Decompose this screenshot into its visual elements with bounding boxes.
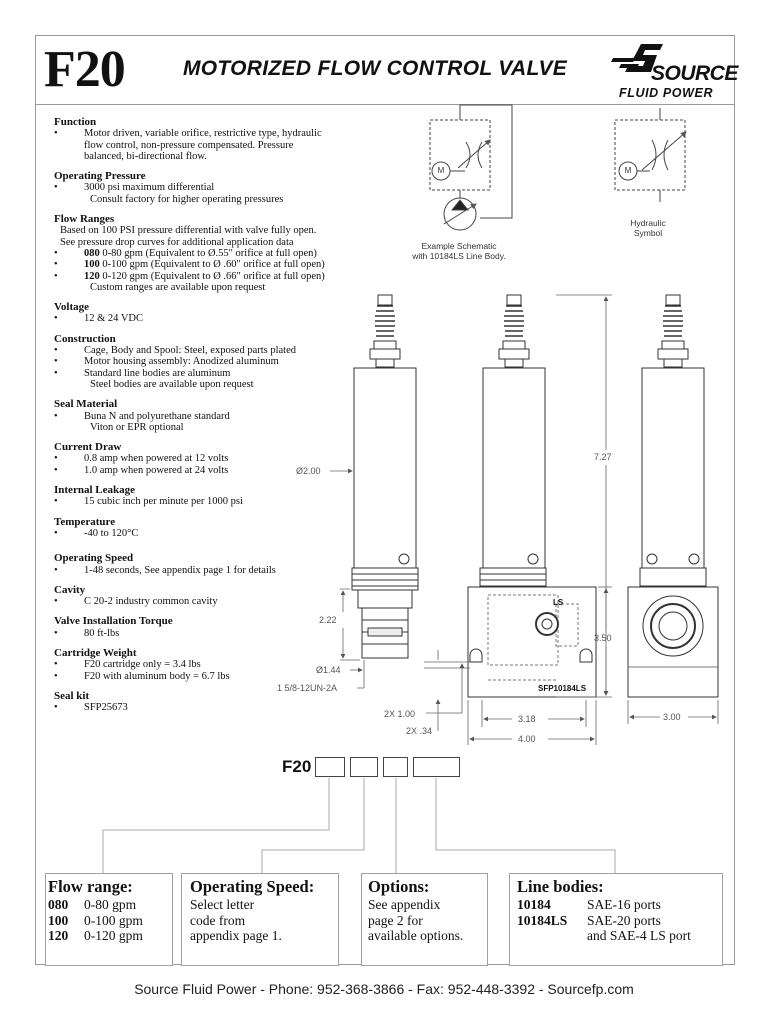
- line-bodies-box: [509, 873, 723, 966]
- spec-line: F20 cartridge only = 3.4 lbs: [84, 659, 201, 671]
- code-box-options: [383, 757, 408, 777]
- spec-heading: Operating Pressure: [54, 170, 146, 183]
- cartridge-side-view: [352, 295, 418, 658]
- table-row: [517, 928, 691, 944]
- motor-label: M: [437, 166, 445, 175]
- flow-range-table: [48, 897, 143, 944]
- spec-line: See pressure drop curves for additional application data: [60, 236, 294, 248]
- spec-current-draw: Current Draw • 0.8 amp when powered at 12 volts • 1.0 amp when powered at 24 volts: [54, 442, 354, 476]
- spec-heading: Temperature: [54, 515, 116, 528]
- spec-torque: Valve Installation Torque • 80 ft-lbs: [54, 616, 354, 639]
- spec-heading: Current Draw: [54, 441, 122, 454]
- table-row: [48, 913, 143, 929]
- body-part-label: SFP10184LS: [538, 684, 587, 693]
- spec-function: Function • Motor driven, variable orifice, restrictive type, hydraulic flow control, non-pressure compensated. Pressure balanced, bi-directional flow.: [54, 117, 354, 162]
- spec-line: 3000 psi maximum differential: [84, 182, 215, 194]
- box-text: Select letter: [190, 897, 255, 912]
- line-bodies-table: [517, 897, 691, 944]
- dimension-slot-spacing: 2X 1.00: [384, 709, 416, 719]
- box-heading: Options:: [368, 877, 430, 896]
- spec-line: flow control, non-pressure compensated. Pressure: [84, 139, 294, 151]
- line-body-desc: SAE-16 ports: [587, 897, 661, 912]
- spec-construction: Construction • Cage, Body and Spool: Steel, exposed parts plated • Motor housing assembly: Anodized aluminum • Standard line bodies are aluminum Steel bodies are available upon request: [54, 334, 354, 390]
- dimension-slot-width: 2X .34: [406, 726, 433, 736]
- line-body-desc: and SAE-4 LS port: [587, 928, 691, 943]
- spec-heading: Construction: [54, 332, 116, 345]
- dimension-overall-height: 7.27: [594, 452, 612, 462]
- spec-line: Viton or EPR optional: [90, 421, 184, 433]
- table-row: [48, 928, 143, 944]
- flow-code: 100: [48, 912, 69, 928]
- spec-line: Motor driven, variable orifice, restrictive type, hydraulic: [84, 128, 322, 140]
- spec-heading: Cavity: [54, 583, 86, 596]
- spec-heading: Function: [54, 116, 97, 128]
- caption-line: Example Schematic: [421, 241, 497, 251]
- spec-line: Consult factory for higher operating pressures: [90, 193, 284, 205]
- spec-line: 12 & 24 VDC: [84, 313, 144, 325]
- dimension-body-height: 3.50: [594, 633, 612, 643]
- box-text: page 2 for: [368, 912, 423, 928]
- spec-operating-pressure: Operating Pressure • 3000 psi maximum differential Consult factory for higher operating pressures: [54, 171, 354, 205]
- table-row: [517, 897, 691, 913]
- flow-desc: 0-80 gpm (Equivalent to Ø.55" orifice at full open): [102, 247, 317, 259]
- caption-line: Hydraulic: [630, 218, 666, 228]
- ordering-connectors: [103, 778, 615, 873]
- spec-line: balanced, bi-directional flow.: [84, 150, 207, 162]
- dimension-diameter-144: Ø1.44: [316, 665, 341, 675]
- model-number: F20: [44, 41, 125, 98]
- flow-range-value: 0-120 gpm: [84, 928, 143, 943]
- box-text: See appendix: [368, 897, 441, 912]
- flow-desc: 0-100 gpm (Equivalent to Ø .60" orifice at full open): [102, 259, 325, 271]
- spec-flow-ranges: Flow Ranges Based on 100 PSI pressure differential with valve fully open. See pressure drop curves for additional application data • 080 0-80 gpm (Equivalent to Ø.55" orifice at full open) • 100 0-100 gpm (Equivalent to Ø .60" orifice at full open) • 120 0-120 gpm (Equivalent to Ø .66" orifice at full open) Custom ranges are available upon request: [54, 214, 354, 293]
- line-body-desc: SAE-20 ports: [587, 912, 661, 928]
- spec-heading: Flow Ranges: [54, 213, 115, 226]
- flow-code: 120: [48, 928, 69, 943]
- logo-subtext: FLUID POWER: [619, 86, 714, 100]
- spec-heading: Valve Installation Torque: [54, 615, 173, 628]
- line-body-code: [517, 928, 587, 944]
- spec-seal-material: Seal Material • Buna N and polyurethane standard Viton or EPR optional: [54, 399, 354, 433]
- spec-line: Motor housing assembly: Anodized aluminum: [84, 356, 279, 368]
- dimension-cartridge-length: 2.22: [319, 615, 337, 625]
- spec-line: 1-48 seconds, See appendix page 1 for details: [84, 564, 276, 576]
- flow-code: 100: [84, 259, 100, 271]
- spec-voltage: Voltage • 12 & 24 VDC: [54, 302, 354, 325]
- dimension-thread: 1 5/8-12UN-2A: [277, 683, 338, 693]
- ls-port-label: LS: [553, 598, 564, 607]
- code-box-flow-range: [315, 757, 345, 777]
- options-box: [361, 873, 488, 966]
- hydraulic-symbol-caption: [618, 218, 678, 238]
- dimension-body-width: 3.18: [518, 714, 536, 724]
- spec-temperature: Temperature • -40 to 120°C: [54, 517, 354, 540]
- spec-cavity: Cavity • C 20-2 industry common cavity: [54, 585, 354, 608]
- spec-weight: Cartridge Weight • F20 cartridge only = 3.4 lbs • F20 with aluminum body = 6.7 lbs: [54, 648, 354, 682]
- line-body-code: 10184LS: [517, 912, 568, 928]
- logo-wordmark: SOURCE: [651, 62, 738, 85]
- spec-line: 80 ft-lbs: [84, 627, 120, 639]
- line-body-code: 10184: [517, 897, 551, 912]
- caption-line: Symbol: [633, 228, 663, 238]
- flow-desc: 0-120 gpm (Equivalent to Ø .66" orifice at full open): [102, 270, 325, 282]
- spec-line: 15 cubic inch per minute per 1000 psi: [84, 496, 243, 508]
- spec-line: Steel bodies are available upon request: [90, 378, 254, 390]
- spec-heading: Operating Speed: [54, 552, 134, 565]
- spec-operating-speed: Operating Speed • 1-48 seconds, See appendix page 1 for details: [54, 553, 354, 576]
- box-text: code from: [190, 912, 246, 928]
- spec-line: Buna N and polyurethane standard: [84, 410, 230, 422]
- table-row: [48, 897, 143, 913]
- caption-line: with 10184LS Line Body.: [412, 251, 506, 261]
- dimension-body-depth: 3.00: [663, 712, 681, 722]
- spec-internal-leakage: Internal Leakage • 15 cubic inch per minute per 1000 psi: [54, 485, 354, 508]
- spec-line: -40 to 120°C: [84, 527, 139, 539]
- spec-line: 0.8 amp when powered at 12 volts: [84, 453, 229, 465]
- dimension-body-length: 4.00: [518, 734, 536, 744]
- box-heading: Line bodies:: [517, 877, 604, 896]
- spec-line: SFP25673: [84, 702, 128, 714]
- flow-range-box: [45, 873, 173, 966]
- spec-heading: Internal Leakage: [54, 484, 135, 497]
- hydraulic-symbol: [615, 108, 686, 202]
- spec-line: F20 with aluminum body = 6.7 lbs: [84, 670, 230, 682]
- page-title: MOTORIZED FLOW CONTROL VALVE: [183, 57, 568, 80]
- flow-code: 080: [48, 897, 69, 912]
- flow-code: 080: [84, 247, 100, 259]
- operating-speed-box: [181, 873, 339, 966]
- spec-heading: Seal Material: [54, 398, 118, 411]
- box-text: available options.: [368, 928, 464, 943]
- spec-line: Cage, Body and Spool: Steel, exposed parts plated: [84, 345, 297, 357]
- spec-seal-kit: Seal kit • SFP25673: [54, 691, 354, 714]
- code-box-operating-speed: [350, 757, 378, 777]
- ordering-code-prefix: F20: [282, 757, 312, 776]
- schematic-caption: [399, 241, 519, 261]
- flow-range-value: 0-80 gpm: [84, 897, 137, 912]
- box-heading: Operating Speed:: [190, 877, 315, 896]
- box-text: appendix page 1.: [190, 928, 282, 943]
- footer-contact: Source Fluid Power - Phone: 952-368-3866 - Fax: 952-448-3392 - Sourcefp.com: [134, 981, 634, 997]
- assembly-side-view: [628, 295, 718, 697]
- dimension-diameter-2: Ø2.00: [296, 466, 321, 476]
- box-heading: Flow range:: [48, 877, 133, 896]
- spec-heading: Cartridge Weight: [54, 646, 137, 659]
- spec-line: Based on 100 PSI pressure differential with valve fully open.: [60, 225, 317, 237]
- motor-label: M: [624, 166, 632, 175]
- table-row: [517, 913, 691, 929]
- spec-line: Custom ranges are available upon request: [90, 281, 266, 293]
- spec-line: Standard line bodies are aluminum: [84, 367, 231, 379]
- assembly-front-view: [468, 295, 596, 697]
- flow-code: 120: [84, 270, 100, 282]
- spec-line: 1.0 amp when powered at 24 volts: [84, 464, 229, 476]
- code-box-line-body: [413, 757, 460, 777]
- spec-line: C 20-2 industry common cavity: [84, 596, 218, 608]
- flow-range-value: 0-100 gpm: [84, 912, 143, 928]
- spec-heading: Seal kit: [54, 689, 90, 702]
- spec-heading: Voltage: [54, 301, 90, 314]
